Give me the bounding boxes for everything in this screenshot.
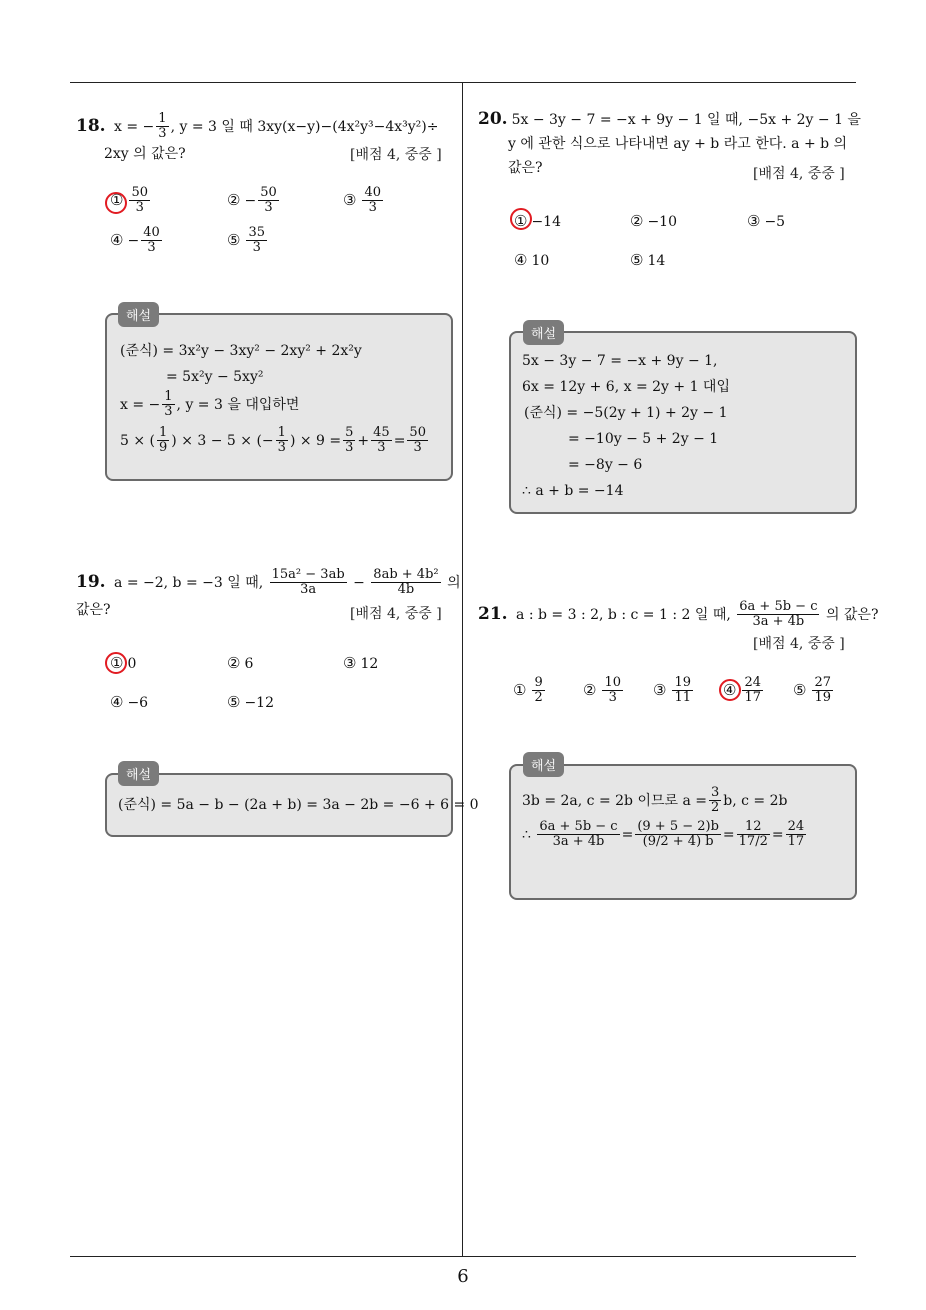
option-3[interactable]: ③ $\frac{40}{3}$ bbox=[343, 185, 381, 216]
option-2[interactable]: ② − $\frac{50}{3}$ bbox=[227, 185, 277, 216]
option-2[interactable]: ② $\frac{10}{3}$ bbox=[583, 675, 621, 706]
option-3[interactable]: ③ −5 bbox=[747, 212, 786, 230]
question-number: 18. bbox=[76, 115, 106, 136]
solution-tag: 해설 bbox=[523, 320, 564, 345]
question-number: 20. bbox=[478, 109, 508, 129]
question-19-line1: 19. a = −2, b = −3 일 때, $\frac{\text{15a² − 3ab}}{3a}$ − $\frac{\text{8ab + 4b²}}{4b}$ 의 bbox=[76, 567, 461, 598]
question-18-meta: [배점 4, 중중 ] bbox=[350, 147, 442, 163]
question-19-meta: [배점 4, 중중 ] bbox=[350, 606, 442, 622]
page-number: 6 bbox=[457, 1266, 469, 1287]
option-1[interactable]: ① $\frac{50}{3}$ bbox=[110, 185, 148, 216]
option-4[interactable]: ④ $\frac{24}{17}$ bbox=[723, 675, 761, 706]
fraction: $\frac{1}{3}$ bbox=[158, 111, 167, 142]
option-1[interactable]: ① 0 bbox=[110, 654, 137, 672]
solution-21: 3b = 2a, c = 2b 이므로 a = $\frac{3}{2}$ b, c = 2b ∴ $\frac{6a + 5b - c}{3a + 4b}$ = $\frac{(9 + 5 - 2)b}{(9/2 + 4) b}$ = $\frac{12}{17/2}$ = $\frac{24}{17}$ bbox=[522, 785, 805, 849]
solution-tag: 해설 bbox=[118, 302, 159, 327]
option-5[interactable]: ⑤ −12 bbox=[227, 693, 274, 711]
question-18-line1: 18. x = − $\frac{1}{3}$ , y = 3 일 때 3xy(x−y)−(4x²y³−4x³y²)÷ bbox=[76, 111, 439, 142]
solution-18: (준식) = 3x²y − 3xy² − 2xy² + 2x²y = 5x²y − 5xy² x = − $\frac{1}{3}$ , y = 3 을 대입하면 5 × ( $\frac{1}{9}$ ) × 3 − 5 × (− $\frac{1}{3}$ ) × 9 = $\frac{5}{3}$ + $\frac{45}{3}$ = $\frac{50}{3}$ bbox=[120, 343, 426, 455]
option-4[interactable]: ④ − $\frac{40}{3}$ bbox=[110, 225, 160, 256]
option-1[interactable]: ① −14 bbox=[514, 212, 561, 230]
option-1[interactable]: ① $\frac{9}{2}$ bbox=[513, 675, 543, 706]
option-3[interactable]: ③ 12 bbox=[343, 654, 379, 672]
question-19-line2: 값은? bbox=[76, 601, 111, 618]
option-5[interactable]: ⑤ $\frac{35}{3}$ bbox=[227, 225, 265, 256]
question-20: 20. 5x − 3y − 7 = −x + 9y − 1 일 때, −5x + 2y − 1 을 y 에 관한 식으로 나타내면 ay + b 라고 한다. a + b 의 값은? bbox=[478, 109, 861, 176]
top-rule bbox=[70, 82, 856, 83]
option-5[interactable]: ⑤ $\frac{27}{19}$ bbox=[793, 675, 831, 706]
solution-tag: 해설 bbox=[523, 752, 564, 777]
question-20-meta: [배점 4, 중중 ] bbox=[753, 166, 845, 182]
option-2[interactable]: ② 6 bbox=[227, 654, 254, 672]
question-number: 19. bbox=[76, 571, 106, 592]
solution-19: (준식) = 5a − b − (2a + b) = 3a − 2b = −6 + 6 = 0 bbox=[118, 797, 479, 813]
bottom-rule bbox=[70, 1256, 856, 1257]
question-21: 21. a : b = 3 : 2, b : c = 1 : 2 일 때, $\frac{6a + 5b - c}{3a + 4b}$ 의 값은? bbox=[478, 599, 879, 630]
question-number: 21. bbox=[478, 603, 508, 624]
question-21-meta: [배점 4, 중중 ] bbox=[753, 636, 845, 652]
question-18-line2: 2xy 의 값은? bbox=[104, 145, 186, 162]
solution-tag: 해설 bbox=[118, 761, 159, 786]
option-5[interactable]: ⑤ 14 bbox=[630, 251, 666, 269]
option-4[interactable]: ④ 10 bbox=[514, 251, 550, 269]
option-2[interactable]: ② −10 bbox=[630, 212, 677, 230]
option-3[interactable]: ③ $\frac{19}{11}$ bbox=[653, 675, 691, 706]
option-4[interactable]: ④ −6 bbox=[110, 693, 149, 711]
solution-20: 5x − 3y − 7 = −x + 9y − 1, 6x = 12y + 6, x = 2y + 1 대입 (준식) = −5(2y + 1) + 2y − 1 = −10y − 5 + 2y − 1 = −8y − 6 ∴ a + b = −14 bbox=[522, 353, 730, 499]
column-divider bbox=[462, 82, 463, 1256]
